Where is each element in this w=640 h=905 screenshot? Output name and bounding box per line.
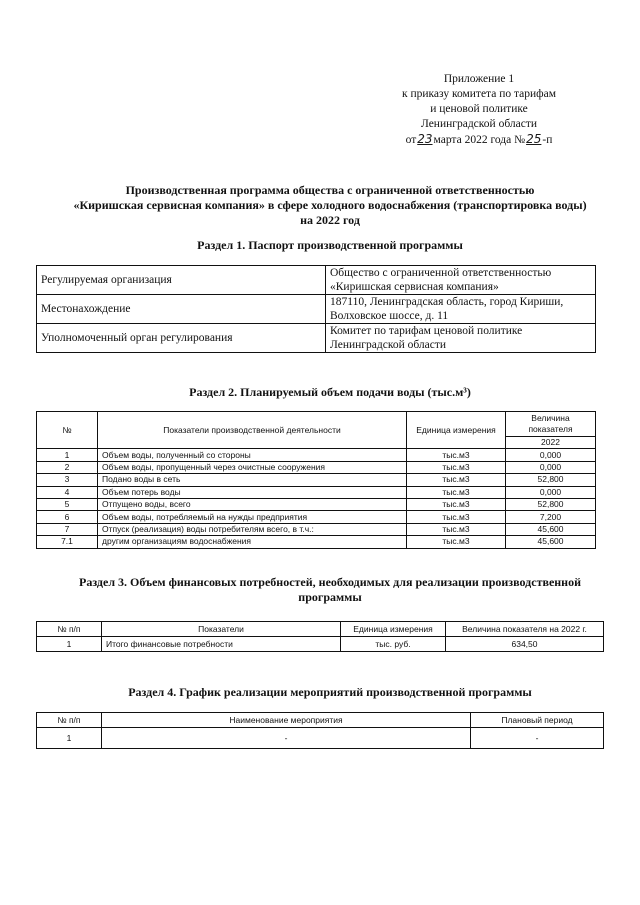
- table-row: [37, 266, 596, 295]
- row-unit: тыс.м3: [407, 498, 506, 510]
- passport-value: Общество с ограниченной ответственностью «Киришская сервисная компания»: [326, 266, 596, 295]
- row-indicator: Отпущено воды, всего: [98, 498, 407, 510]
- col-header-num: № п/п: [37, 713, 102, 728]
- document-title: [40, 183, 620, 228]
- table-row: [37, 728, 604, 749]
- passport-value: Комитет по тарифам ценовой политике Ленинградской области: [326, 324, 596, 353]
- row-value: 634,50: [446, 637, 604, 652]
- table-row: [37, 536, 596, 548]
- col-header-num: №: [37, 412, 98, 449]
- title-line: на 2022 год: [300, 213, 360, 227]
- row-indicator: Объем воды, полученный со стороны: [98, 449, 407, 461]
- row-value: 0,000: [506, 461, 596, 473]
- water-volume-table: [36, 411, 596, 549]
- row-num: 7.1: [37, 536, 98, 548]
- row-indicator: Итого финансовые потребности: [102, 637, 341, 652]
- row-unit: тыс.м3: [407, 461, 506, 473]
- row-indicator: Объем воды, потребляемый на нужды предприятия: [98, 511, 407, 523]
- passport-table: [36, 265, 596, 353]
- table-row: [37, 461, 596, 473]
- title-line: Производственная программа общества с ограниченной ответственностью: [125, 183, 535, 197]
- passport-label: Регулируемая организация: [37, 266, 326, 295]
- table-row: [37, 474, 596, 486]
- row-value: 0,000: [506, 449, 596, 461]
- row-unit: тыс. руб.: [341, 637, 446, 652]
- row-value: 7,200: [506, 511, 596, 523]
- section4-heading: Раздел 4. График реализации мероприятий производственной программы: [128, 685, 532, 699]
- table-row: [37, 449, 596, 461]
- section1-heading: Раздел 1. Паспорт производственной программы: [197, 238, 463, 252]
- appendix-line: и ценовой политике: [430, 103, 528, 115]
- row-indicator: другим организациям водоснабжения: [98, 536, 407, 548]
- row-num: 1: [37, 728, 102, 749]
- row-value: 52,800: [506, 498, 596, 510]
- row-name: -: [102, 728, 471, 749]
- table-header-row: [37, 412, 596, 437]
- col-header-name: Наименование мероприятия: [102, 713, 471, 728]
- table-row: [37, 523, 596, 535]
- row-indicator: Объем воды, пропущенный через очистные сооружения: [98, 461, 407, 473]
- section2-heading: Раздел 2. Планируемый объем подачи воды (тыс.м³): [189, 385, 471, 399]
- passport-value: 187110, Ленинградская область, город Кириши, Волховское шоссе, д. 11: [326, 295, 596, 324]
- col-header-value: Величина показателя на 2022 г.: [446, 622, 604, 637]
- row-value: 45,600: [506, 536, 596, 548]
- table-row: [37, 324, 596, 353]
- row-num: 3: [37, 474, 98, 486]
- table-header-row: [37, 622, 604, 637]
- table-row: [37, 295, 596, 324]
- table-row: [37, 486, 596, 498]
- handwritten-day: 23: [417, 132, 433, 146]
- appendix-block: [372, 72, 586, 148]
- date-suffix: -п: [542, 134, 553, 146]
- row-indicator: Отпуск (реализация) воды потребителям всего, в т.ч.:: [98, 523, 407, 535]
- table-row: [37, 637, 604, 652]
- appendix-line: к приказу комитета по тарифам: [402, 88, 556, 100]
- row-unit: тыс.м3: [407, 486, 506, 498]
- col-header-year: 2022: [506, 437, 596, 449]
- passport-label: Уполномоченный орган регулирования: [37, 324, 326, 353]
- col-header-indicator: Показатели производственной деятельности: [98, 412, 407, 449]
- row-unit: тыс.м3: [407, 511, 506, 523]
- title-line: «Киришская сервисная компания» в сфере холодного водоснабжения (транспортировка воды): [73, 198, 587, 212]
- section3-heading: [30, 575, 630, 605]
- row-num: 2: [37, 461, 98, 473]
- heading-line: Раздел 3. Объем финансовых потребностей, необходимых для реализации производственной: [78, 575, 582, 589]
- appendix-date-line: [372, 132, 586, 148]
- row-num: 4: [37, 486, 98, 498]
- col-header-num: № п/п: [37, 622, 102, 637]
- schedule-table: [36, 712, 604, 749]
- col-header-period: Плановый период: [471, 713, 604, 728]
- col-header-value: Величина показателя: [506, 412, 596, 437]
- handwritten-number: 25: [526, 132, 542, 146]
- row-indicator: Объем потерь воды: [98, 486, 407, 498]
- table-row: [37, 498, 596, 510]
- appendix-line: Ленинградской области: [420, 118, 538, 130]
- row-period: -: [471, 728, 604, 749]
- table-row: [37, 511, 596, 523]
- row-num: 1: [37, 637, 102, 652]
- row-value: 52,800: [506, 474, 596, 486]
- row-num: 5: [37, 498, 98, 510]
- row-num: 6: [37, 511, 98, 523]
- col-header-indicator: Показатели: [102, 622, 341, 637]
- finance-table: [36, 621, 604, 652]
- date-prefix: от: [405, 134, 417, 146]
- passport-label: Местонахождение: [37, 295, 326, 324]
- row-unit: тыс.м3: [407, 474, 506, 486]
- row-value: 45,600: [506, 523, 596, 535]
- heading-line: программы: [298, 590, 362, 604]
- table-header-row: [37, 713, 604, 728]
- appendix-line: Приложение 1: [443, 73, 515, 85]
- row-value: 0,000: [506, 486, 596, 498]
- row-num: 1: [37, 449, 98, 461]
- col-header-unit: Единица измерения: [341, 622, 446, 637]
- row-unit: тыс.м3: [407, 536, 506, 548]
- row-num: 7: [37, 523, 98, 535]
- col-header-unit: Единица измерения: [407, 412, 506, 449]
- row-unit: тыс.м3: [407, 449, 506, 461]
- date-middle: марта 2022 года №: [433, 134, 526, 146]
- row-indicator: Подано воды в сеть: [98, 474, 407, 486]
- row-unit: тыс.м3: [407, 523, 506, 535]
